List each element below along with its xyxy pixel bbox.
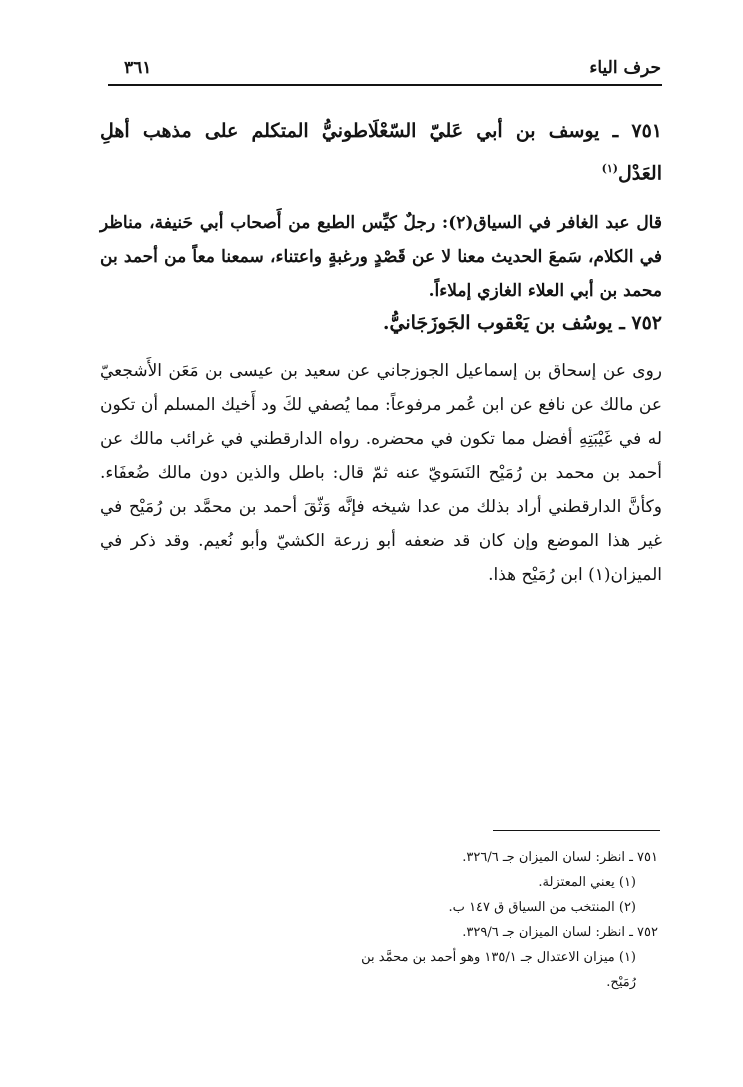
- running-header-title: حرف الياء: [589, 58, 661, 78]
- page-number: ٣٦١: [124, 58, 152, 78]
- entry-751-paragraph: قال عبد الغافر في السياق(٢): رجلٌ كيِّس الطبع من أَصحاب أبي حَنيفة، مناظر في الكلام، سَمعَ الحديث معنا لا عن قَصْدٍ ورغبةٍ واعتناء، سمعنا معاً من أحمد بن محمد بن أبي العلاء الغازي إملاءاً.: [100, 213, 662, 302]
- entry-751: [100, 112, 662, 308]
- footnote-ref-751: ٧٥١ ـ انظر: لسان الميزان جـ ٣٢٦/٦.: [462, 850, 658, 865]
- header-divider: [108, 84, 662, 86]
- footnote-752-1: (١) ميزان الاعتدال جـ ١٣٥/١ وهو أحمد بن محمَّد بن رُمَيْح.: [361, 950, 636, 990]
- footnote-ref-752: ٧٥٢ ـ انظر: لسان الميزان جـ ٣٢٩/٦.: [462, 925, 658, 940]
- entry-751-title: [100, 112, 662, 192]
- entry-752: [100, 304, 662, 592]
- footnote-751-2: (٢) المنتخب من السياق ق ١٤٧ ب.: [448, 900, 636, 915]
- entry-751-title-text: ٧٥١ ـ يوسف بن أبي عَليّ السّعْلَاطونيُّ المتكلم على مذهب أهلِ العَدْل: [100, 120, 662, 185]
- footnote-751-1: (١) يعني المعتزلة.: [538, 875, 636, 890]
- entry-752-paragraph: روى عن إسحاق بن إسماعيل الجوزجاني عن سعيد بن عيسى بن مَعَن الأَشجعيّ عن مالك عن نافع عن ابن عُمر مرفوعاً: مما يُصفي لكَ ود أَخيك المسلم أن تكون له في غَيْبَتِهِ أفضل مما تكون في محضره. رواه الدارقطني في غرائب مالك عن أحمد بن محمد بن رُمَيْح النَسَويّ عنه ثمّ قال: باطل والذين دون مالك ضُعفَاء. وكأنَّ الدارقطني أراد بذلك من عدا شيخه فإنَّه وَثّقَ أحمد بن محمَّد بن رُمَيْح في غير هذا الموضع وإن كان قد ضعفه أبو زرعة الكشيّ وأبو نُعيم. وقد ذكر في الميزان(١) ابن رُمَيْح هذا.: [100, 361, 662, 585]
- entry-752-title: ٧٥٢ ـ يوسُف بن يَعْقوب الجَوزَجَانيُّ.: [382, 312, 662, 334]
- footnote-divider: [493, 830, 660, 831]
- entry-751-title-note: (١): [601, 162, 618, 175]
- footnotes: [328, 845, 658, 995]
